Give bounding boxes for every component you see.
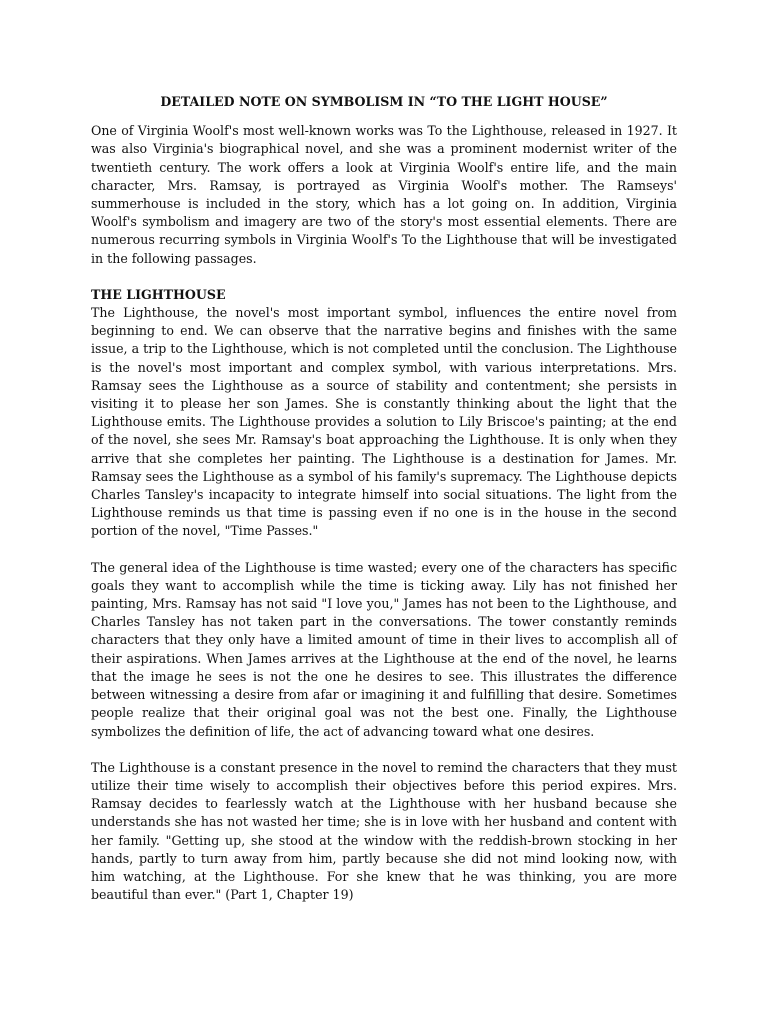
body-paragraph-2: The general idea of the Lighthouse is time wasted; every one of the characters has specific goals they want to accomplish while the time is ticking away. Lily has not finished her painting, Mrs. Ramsay has not said "I love you," James has not been to the Lighthouse, and Charles Tansley has not taken part in the conversations. The tower constantly reminds characters that they only have a limited amount of time in their lives to accomplish all of their aspirations. When James arrives at the Lighthouse at the end of the novel, he learns that the image he sees is not the one he desires to see. This illustrates the difference between witnessing a desire from afar or imagining it and fulfilling that desire. Sometimes people realize that their original goal was not the best one. Finally, the Lighthouse symbolizes the definition of life, the act of advancing toward what one desires. xyxy=(91,559,677,739)
document-page xyxy=(91,93,677,922)
section-heading-lighthouse: THE LIGHTHOUSE xyxy=(91,286,226,302)
body-paragraph-1: The Lighthouse, the novel's most important symbol, influences the entire novel from beginning to end. We can observe that the narrative begins and finishes with the same issue, a trip to the Lighthouse, which is not completed until the conclusion. The Lighthouse is the novel's most important and complex symbol, with various interpretations. Mrs. Ramsay sees the Lighthouse as a source of stability and contentment; she persists in visiting it to please her son James. She is constantly thinking about the light that the Lighthouse emits. The Lighthouse provides a solution to Lily Briscoe's painting; at the end of the novel, she sees Mr. Ramsay's boat approaching the Lighthouse. It is only when they arrive that she completes her painting. The Lighthouse is a destination for James. Mr. Ramsay sees the Lighthouse as a symbol of his family's supremacy. The Lighthouse depicts Charles Tansley's incapacity to integrate himself into social situations. The light from the Lighthouse reminds us that time is passing even if no one is in the house in the second portion of the novel, "Time Passes." xyxy=(91,305,677,539)
body-paragraph-3: The Lighthouse is a constant presence in the novel to remind the characters that they must utilize their time wisely to accomplish their objectives before this period expires. Mrs. Ramsay decides to fearlessly watch at the Lighthouse with her husband because she understands she has not wasted her time; she is in love with her husband and content with her family. "Getting up, she stood at the window with the reddish-brown stocking in her hands, partly to turn away from him, partly because she did not mind looking now, with him watching, at the Lighthouse. For she knew that he was thinking, you are more beautiful than ever." (Part 1, Chapter 19) xyxy=(91,759,677,903)
intro-paragraph: One of Virginia Woolf's most well-known works was To the Lighthouse, released in 1927. It was also Virginia's biographical novel, and she was a prominent modernist writer of the twentieth century. The work offers a look at Virginia Woolf's entire life, and the main character, Mrs. Ramsay, is portrayed as Virginia Woolf's mother. The Ramseys' summerhouse is included in the story, which has a lot going on. In addition, Virginia Woolf's symbolism and imagery are two of the story's most essential elements. There are numerous recurring symbols in Virginia Woolf's To the Lighthouse that will be investigated in the following passages. xyxy=(91,123,677,266)
document-title: DETAILED NOTE ON SYMBOLISM IN “TO THE LIGHT HOUSE” xyxy=(160,94,608,109)
